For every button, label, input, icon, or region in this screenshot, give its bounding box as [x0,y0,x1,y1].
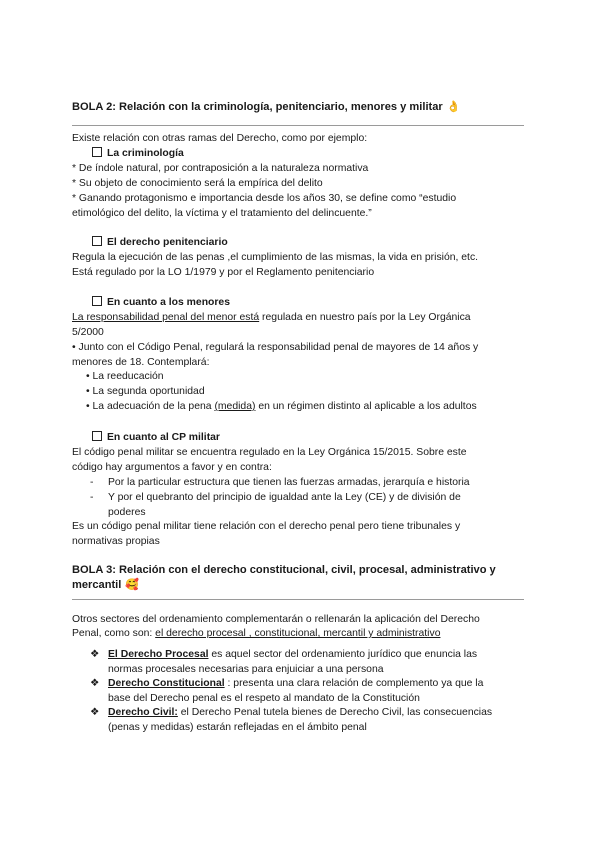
dash-marker: - [90,492,94,503]
penitenciario-line: Está regulado por la LO 1/1979 y por el Reglamento penitenciario [72,267,375,278]
diamond-bullet-icon: ❖ [90,649,100,660]
bola3-title: BOLA 3: Relación con el derecho constitucional, civil, procesal, administrativo y [72,564,496,576]
list-item: Y por el quebranto del principio de igualdad ante la Ley (CE) y de división de [108,492,461,503]
list-item: El Derecho Procesal es aquel sector del ordenamiento jurídico que enuncia las [108,649,478,660]
list-item: base del Derecho penal es el respeto al mandato de la Constitución [108,693,420,704]
menores-heading: En cuanto a los menores [92,296,230,309]
list-item: • La segunda oportunidad [86,386,205,397]
checkbox-icon[interactable] [92,147,102,157]
checkbox-icon[interactable] [92,236,102,246]
list-item: • La reeducación [86,371,164,382]
dash-marker: - [90,477,94,488]
militar-heading: En cuanto al CP militar [92,431,220,444]
bola2-title: BOLA 2: Relación con la criminología, penitenciario, menores y militar 👌 [72,101,461,113]
ok-hand-emoji-icon: 👌 [446,101,461,113]
militar-closing: Es un código penal militar tiene relación con el derecho penal pero tiene tribunales y [72,521,461,532]
criminologia-line: * De índole natural, por contraposición a la naturaleza normativa [72,163,369,174]
bola3-intro: Otros sectores del ordenamiento complementarán o rellenarán la aplicación del Derecho [72,614,480,625]
bola2-intro: Existe relación con otras ramas del Derecho, como por ejemplo: [72,133,368,144]
list-item: • La adecuación de la pena (medida) en un régimen distinto al aplicable a los adultos [86,401,477,412]
list-item: Derecho Civil: el Derecho Penal tutela bienes de Derecho Civil, las consecuencias [108,707,493,718]
criminologia-line: * Su objeto de conocimiento será la empírica del delito [72,178,323,189]
checkbox-icon[interactable] [92,296,102,306]
militar-line: El código penal militar se encuentra regulado en la Ley Orgánica 15/2015. Sobre este [72,447,467,458]
list-item: (penas y medidas) estarán reflejadas en el ámbito penal [108,722,367,733]
menores-line: La responsabilidad penal del menor está regulada en nuestro país por la Ley Orgánica [72,312,471,323]
list-item: Derecho Constitucional : presenta una clara relación de complemento ya que la [108,678,484,689]
criminologia-line: * Ganando protagonismo e importancia desde los años 30, se define como “estudio [72,193,457,204]
criminologia-line: etimológico del delito, la víctima y el tratamiento del delincuente.” [72,208,372,219]
bola3-intro: Penal, como son: el derecho procesal , constitucional, mercantil y administrativo [72,628,441,639]
list-item: Por la particular estructura que tienen las fuerzas armadas, jerarquía e historia [108,477,470,488]
criminologia-heading: La criminología [92,147,184,160]
menores-line: • Junto con el Código Penal, regulará la responsabilidad penal de mayores de 14 años y [72,342,479,353]
diamond-bullet-icon: ❖ [90,678,100,689]
list-item: poderes [108,507,146,518]
checkbox-icon[interactable] [92,431,102,441]
menores-line: menores de 18. Contemplará: [72,357,210,368]
smiling-hearts-emoji-icon: 🥰 [125,579,140,591]
divider [72,599,524,600]
militar-closing: normativas propias [72,536,160,547]
divider [72,125,524,126]
penitenciario-line: Regula la ejecución de las penas ,el cumplimiento de las mismas, la vida en prisión, etc. [72,252,479,263]
penitenciario-heading: El derecho penitenciario [92,236,228,249]
menores-line: 5/2000 [72,327,104,338]
list-item: normas procesales necesarias para enjuiciar a una persona [108,664,384,675]
bola3-title: mercantil 🥰 [72,579,140,591]
militar-line: código hay argumentos a favor y en contra: [72,462,272,473]
diamond-bullet-icon: ❖ [90,707,100,718]
